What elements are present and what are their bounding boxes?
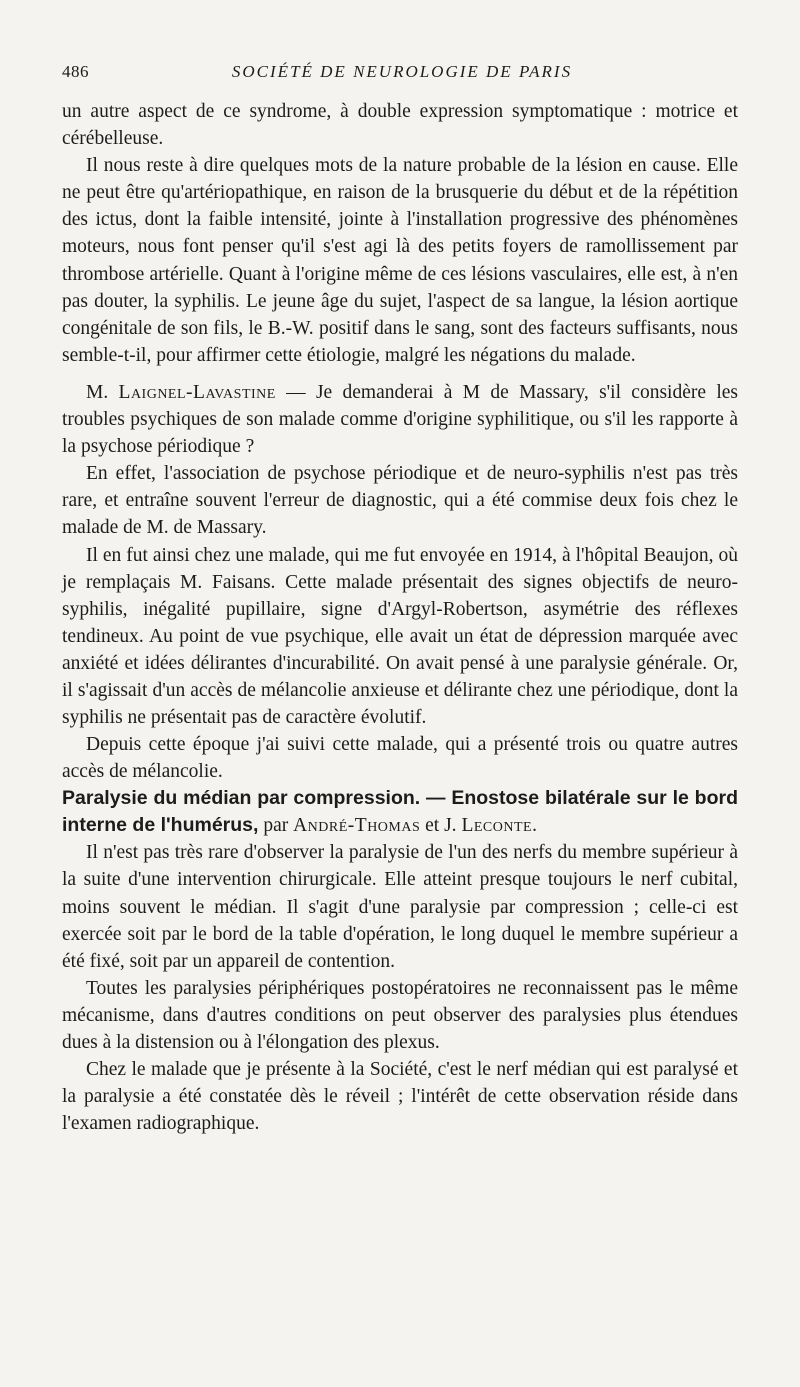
- paragraph: un autre aspect de ce syndrome, à double expression symptomatique : motrice et cérébelleuse.: [62, 101, 738, 150]
- speaker-name: Laignel-Lavastine: [118, 381, 276, 403]
- paragraph: En effet, l'association de psychose périodique et de neuro-syphilis n'est pas très rare, et entraîne souvent l'erreur de diagnostic, qui a été commise deux fois chez le malade de M. de Massary.: [62, 463, 738, 539]
- article-title: [62, 785, 738, 839]
- speaker-prefix: M.: [86, 381, 109, 403]
- paragraph-gap: [62, 369, 738, 379]
- author-name: André-Thomas: [293, 815, 421, 837]
- paragraph: Il en fut ainsi chez une malade, qui me fut envoyée en 1914, à l'hôpital Beaujon, où je remplaçais M. Faisans. Cette malade présentait des signes objectifs de neuro-syphilis, inégalité pupillaire, signe d'Argyl-Robertson, asymétrie des réflexes tendineux. Au point de vue psychique, elle avait un état de dépression marquée avec anxiété et idées délirantes d'incurabilité. On avait pensé à une paralysie générale. Or, il s'agissait d'un accès de mélancolie anxieuse et délirante chez une périodique, dont la syphilis ne présentait pas de caractère évolutif.: [62, 544, 738, 729]
- article-authors: par André-Thomas et J. Leconte.: [258, 815, 537, 837]
- article-title-text: Paralysie du médian par compression. — Enostose bilatérale sur le bord interne de l'humérus,: [62, 787, 738, 837]
- paragraph: Chez le malade que je présente à la Société, c'est le nerf médian qui est paralysé et la paralysie a été constatée dès le réveil ; l'intérêt de cette observation réside dans l'examen radiographique.: [62, 1059, 738, 1135]
- paragraph: Il nous reste à dire quelques mots de la nature probable de la lésion en cause. Elle ne peut être qu'artériopathique, en raison de la brusquerie du début et de la répétition des ictus, dont la faible intensité, jointe à l'installation progressive des phénomènes moteurs, nous font penser qu'il s'est agi là des petits foyers de ramollissement par thrombose artérielle. Quant à l'origine même de ces lésions vasculaires, elle est, à n'en pas douter, la syphilis. Le jeune âge du sujet, l'aspect de sa langue, la lésion aortique congénitale de son fils, le B.-W. positif dans le sang, sont des facteurs suffisants, nous semble-t-il, pour affirmer cette étiologie, malgré les négations du malade.: [62, 155, 738, 366]
- running-header: [62, 62, 742, 86]
- discussion-text: — Je demanderai à M de Massary, s'il considère les troubles psychiques de son malade comme d'origine syphilitique, ou s'il les rapporte à la psychose périodique ?: [62, 381, 738, 458]
- paragraph: Il n'est pas très rare d'observer la paralysie de l'un des nerfs du membre supérieur à la suite d'une intervention chirurgicale. Elle atteint presque toujours le nerf cubital, moins souvent le médian. Il s'agit d'une paralysie par compression ; celle-ci est exercée soit par le bord de la table d'opération, le long duquel le membre supérieur a été fixé, soit par un appareil de contention.: [62, 842, 738, 972]
- running-title: SOCIÉTÉ DE NEUROLOGIE DE PARIS: [231, 62, 573, 81]
- paragraph: Toutes les paralysies périphériques postopératoires ne reconnaissent pas le même mécanisme, dans d'autres conditions on peut observer des paralysies plus étendues dues à la distension ou à l'élongation des plexus.: [62, 977, 738, 1053]
- page-number: 486: [62, 62, 89, 81]
- discussion-paragraph: [62, 379, 738, 460]
- paragraph: Depuis cette époque j'ai suivi cette malade, qui a présenté trois ou quatre autres accès de mélancolie.: [62, 734, 738, 783]
- author-name: Leconte: [461, 815, 533, 837]
- body-text: [62, 98, 738, 1137]
